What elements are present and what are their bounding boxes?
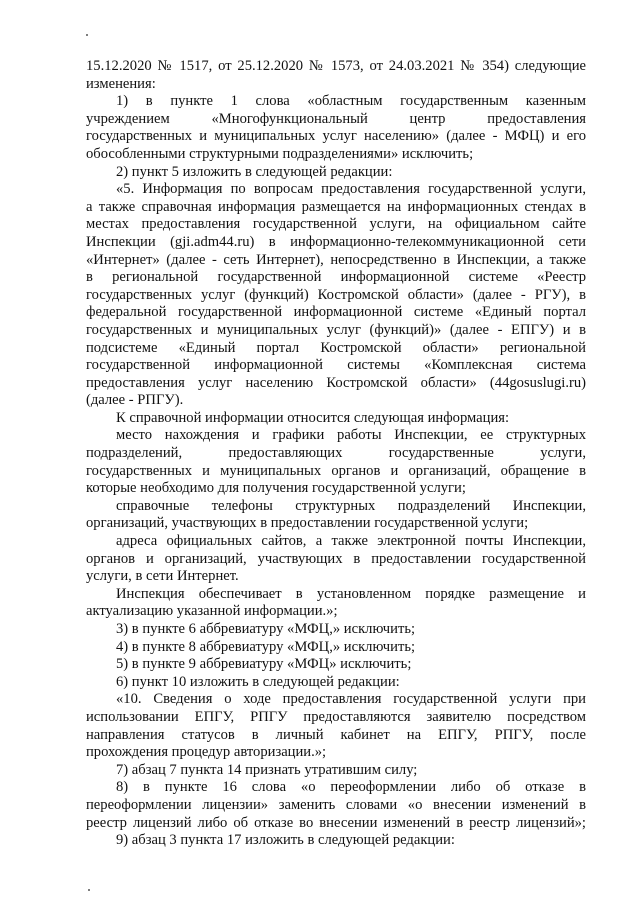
document-line: использовании ЕПГУ, РПГУ предоставляются заявителю посредством	[86, 708, 586, 725]
document-line: переоформлении лицензии» заменить словами «о внесении изменений в	[86, 796, 586, 813]
document-line: 3) в пункте 6 аббревиатуру «МФЦ,» исключить;	[116, 621, 416, 637]
document-line: предоставления услуг населению Костромской области» (44gosuslugi.ru)	[86, 374, 586, 391]
document-line: государственных и муниципальных услуг населению» (далее - МФЦ) и его	[86, 128, 586, 145]
document-line: 9) абзац 3 пункта 17 изложить в следующей редакции:	[116, 832, 455, 849]
document-line: К справочной информации относится следующая информация:	[116, 409, 510, 426]
document-line: (далее - РПГУ).	[86, 392, 184, 409]
document-line: государственных и муниципальных услуг (функций)» (далее - ЕПГУ) и в	[86, 321, 586, 338]
document-line: 6) пункт 10 изложить в следующей редакции:	[116, 673, 400, 690]
document-line: «5. Информация по вопросам предоставления государственной услуги,	[116, 181, 586, 198]
document-line: услуги, в сети Интернет.	[86, 568, 239, 585]
document-line: местах предоставления государственной услуги, на официальном сайте	[86, 216, 586, 233]
scan-speck-bottom	[88, 889, 90, 891]
document-line: Инспекции (gji.adm44.ru) в информационно-телекоммуникационной сети	[86, 233, 586, 250]
document-line: справочные телефоны структурных подразделений Инспекции,	[116, 497, 586, 514]
document-line: государственных и муниципальных органов и организаций, обращение в	[86, 462, 586, 479]
document-line: а также справочная информация размещается на информационных стендах в	[86, 198, 586, 215]
document-line: «Интернет» (далее - сеть Интернет), непосредственно в Инспекции, а также	[86, 251, 586, 268]
document-line: направления статусов в личный кабинет на ЕПГУ, РПГУ, после	[86, 726, 586, 743]
document-line: учреждением «Многофункциональный центр предоставления	[86, 110, 586, 127]
document-line: 4) в пункте 8 аббревиатуру «МФЦ,» исключить;	[116, 638, 416, 655]
document-line: реестр лицензий либо об отказе во внесении изменений в реестр лицензий»;	[86, 814, 586, 831]
scan-speck-top	[86, 34, 88, 36]
document-line: обособленными структурными подразделениями» исключить;	[86, 145, 474, 162]
document-line: «10. Сведения о ходе предоставления государственной услуги при	[116, 691, 586, 708]
document-line: государственной информационной системы «Комплексная система	[86, 357, 586, 374]
document-line: 2) пункт 5 изложить в следующей редакции:	[116, 163, 393, 180]
document-line: адреса официальных сайтов, а также электронной почты Инспекции,	[116, 533, 586, 550]
document-line: подразделений, предоставляющих государственные услуги,	[86, 445, 586, 462]
document-line: органов и организаций, участвующих в предоставлении государственной	[86, 550, 586, 567]
document-line: место нахождения и графики работы Инспекции, ее структурных	[116, 427, 586, 444]
document-line: 8) в пункте 16 слова «о переоформлении либо об отказе в	[116, 779, 586, 796]
document-line: подсистеме «Единый портал Костромской области» региональной	[86, 339, 586, 356]
document-line: 7) абзац 7 пункта 14 признать утратившим силу;	[116, 761, 418, 778]
document-line: Инспекция обеспечивает в установленном порядке размещение и	[116, 585, 586, 602]
document-line: организаций, участвующих в предоставлении государственной услуги;	[86, 515, 529, 532]
document-line: изменения:	[86, 75, 156, 92]
document-line: 5) в пункте 9 аббревиатуру «МФЦ» исключить;	[116, 656, 412, 673]
document-line: 15.12.2020 № 1517, от 25.12.2020 № 1573, от 24.03.2021 № 354) следующие	[86, 58, 586, 74]
document-line: в региональной государственной информационной системе «Реестр	[86, 269, 586, 286]
document-line: государственных услуг (функций) Костромской области» (далее - РГУ), в	[86, 286, 586, 303]
document-line: прохождения процедур авторизации.»;	[86, 744, 327, 761]
document-page	[86, 58, 586, 850]
document-line: которые необходимо для получения государственной услуги;	[86, 480, 466, 497]
document-line: 1) в пункте 1 слова «областным государственным казенным	[116, 93, 586, 110]
document-line: актуализацию указанной информации.»;	[86, 603, 338, 620]
document-line: федеральной государственной информационной системе «Единый портал	[86, 304, 586, 321]
